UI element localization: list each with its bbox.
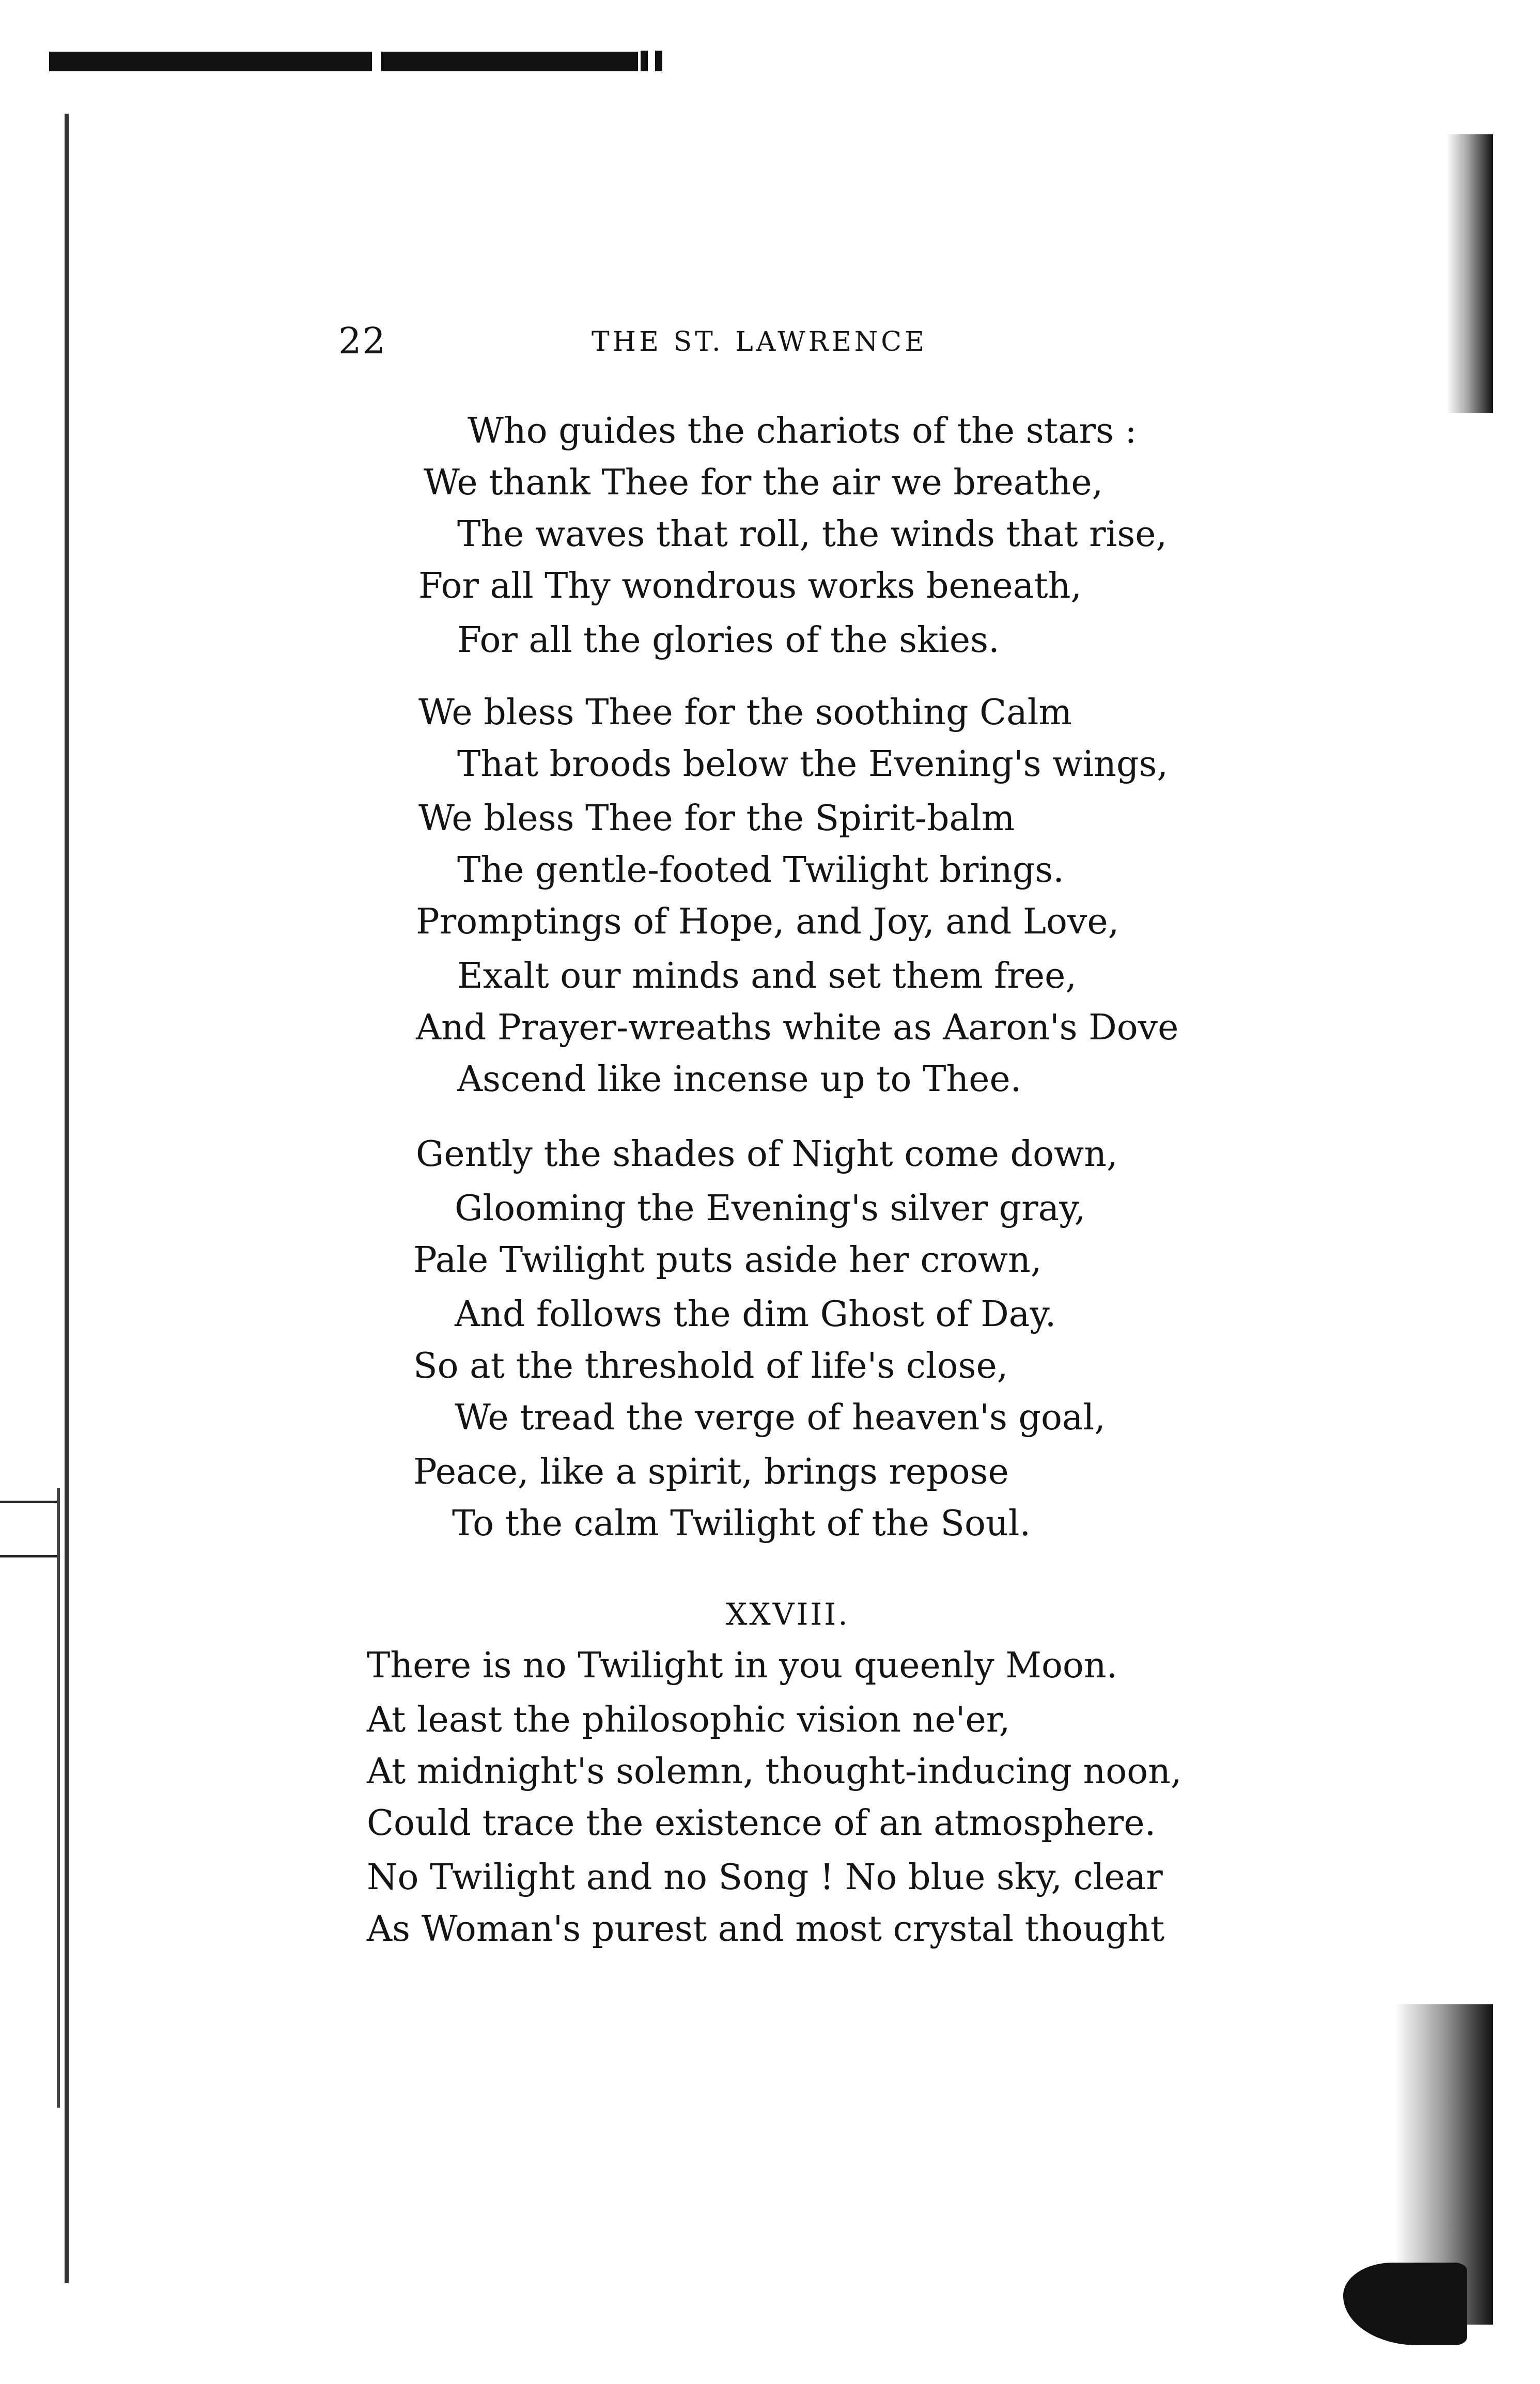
poem-line: That broods below the Evening's wings, bbox=[457, 744, 1169, 785]
poem-line: Gently the shades of Night come down, bbox=[416, 1134, 1118, 1175]
scan-top-edge-mark bbox=[655, 51, 662, 71]
poem-line: And follows the dim Ghost of Day. bbox=[455, 1294, 1056, 1335]
poem-line: As Woman's purest and most crystal thought bbox=[367, 1909, 1165, 1950]
scan-right-shadow bbox=[1343, 2263, 1467, 2345]
poem-line: Who guides the chariots of the stars : bbox=[468, 411, 1137, 451]
scan-top-edge bbox=[49, 52, 638, 71]
scan-left-border bbox=[65, 114, 69, 2283]
poem-line: We bless Thee for the soothing Calm bbox=[418, 692, 1072, 733]
poem-line: At midnight's solemn, thought-inducing noon, bbox=[367, 1751, 1182, 1792]
poem-line: Promptings of Hope, and Joy, and Love, bbox=[416, 901, 1119, 942]
poem-line: Pale Twilight puts aside her crown, bbox=[413, 1240, 1042, 1281]
poem-line: Exalt our minds and set them free, bbox=[457, 956, 1077, 996]
poem-line: We thank Thee for the air we breathe, bbox=[424, 462, 1103, 503]
scan-top-edge-gap bbox=[372, 51, 381, 73]
scan-left-dash bbox=[0, 1501, 57, 1503]
poem-line: We bless Thee for the Spirit-balm bbox=[418, 798, 1015, 839]
poem-line: At least the philosophic vision ne'er, bbox=[367, 1700, 1010, 1740]
scan-right-shadow bbox=[1446, 134, 1493, 413]
scan-top-edge-mark bbox=[641, 51, 648, 71]
poem-line: No Twilight and no Song ! No blue sky, clear bbox=[367, 1857, 1163, 1898]
poem-line: Peace, like a spirit, brings repose bbox=[413, 1452, 1009, 1492]
poem-line: There is no Twilight in you queenly Moon. bbox=[367, 1645, 1118, 1686]
poem-line: The waves that roll, the winds that rise, bbox=[457, 514, 1168, 555]
running-head: THE ST. LAWRENCE bbox=[592, 326, 928, 357]
scan-left-dash bbox=[0, 1555, 57, 1557]
poem-line: Glooming the Evening's silver gray, bbox=[455, 1188, 1086, 1229]
poem-line: So at the threshold of life's close, bbox=[413, 1346, 1008, 1386]
poem-line: Could trace the existence of an atmosphere. bbox=[367, 1803, 1156, 1844]
poem-line: To the calm Twilight of the Soul. bbox=[452, 1503, 1031, 1544]
scan-left-border bbox=[57, 1488, 60, 2108]
poem-line: And Prayer-wreaths white as Aaron's Dove bbox=[416, 1007, 1179, 1048]
poem-line: For all Thy wondrous works beneath, bbox=[418, 566, 1082, 606]
poem-line: Ascend like incense up to Thee. bbox=[457, 1059, 1022, 1100]
poem-line: For all the glories of the skies. bbox=[457, 620, 1000, 661]
page-number: 22 bbox=[338, 320, 387, 362]
poem-line: The gentle-footed Twilight brings. bbox=[457, 850, 1064, 891]
section-heading: XXVIII. bbox=[726, 1597, 850, 1632]
poem-line: We tread the verge of heaven's goal, bbox=[455, 1397, 1106, 1438]
